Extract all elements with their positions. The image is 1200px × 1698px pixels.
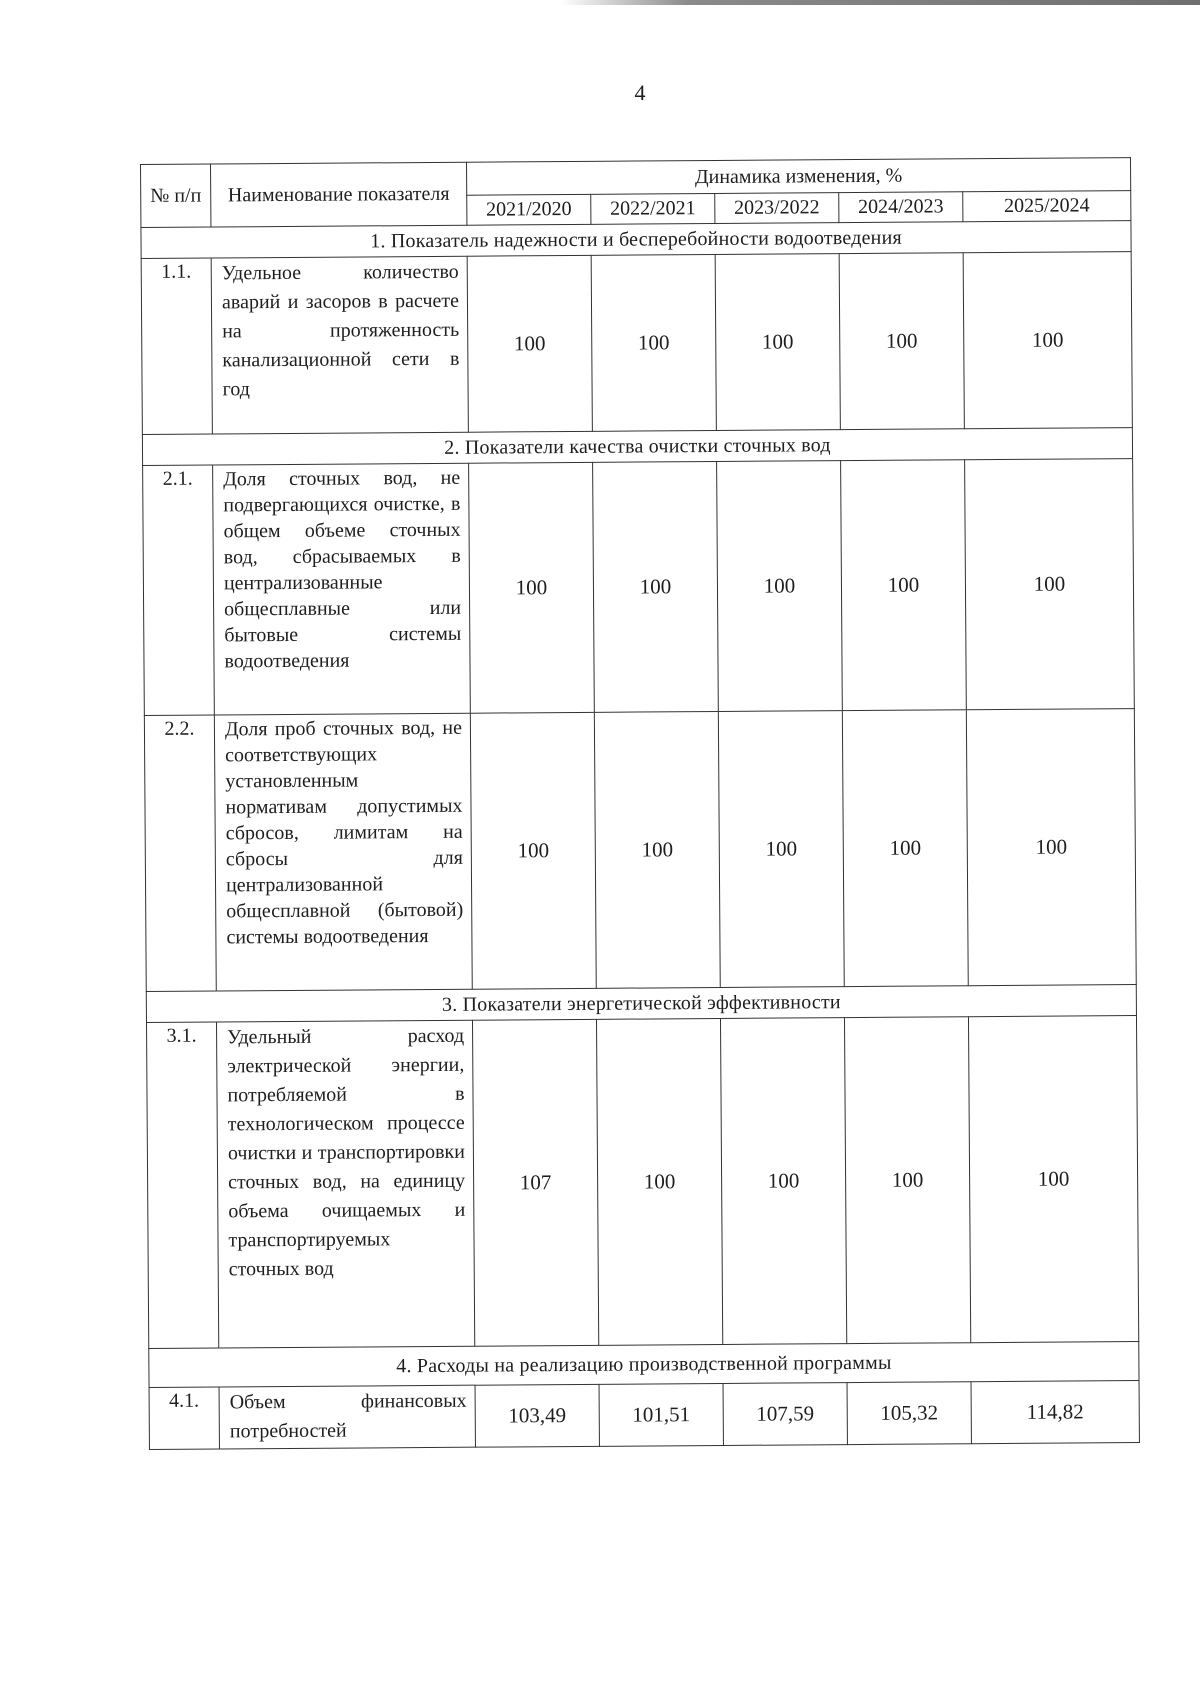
table-row [149, 1381, 1139, 1450]
row-value: 100 [594, 711, 720, 988]
section-title: 4. Расходы на реализацию производственной программы [149, 1342, 1139, 1388]
header-period: 2023/2022 [715, 193, 839, 224]
row-value: 100 [966, 709, 1136, 986]
row-value: 100 [844, 1017, 970, 1344]
row-value: 107,59 [723, 1383, 847, 1446]
row-value: 100 [467, 255, 592, 432]
row-name: Доля сточных вод, не подвергающихся очистке, в общем объеме сточных вод, сбрасываемых в централизованные общесплавные или бытовые системы водоотведения [213, 463, 471, 715]
section-title: 3. Показатели энергетической эффективности [146, 985, 1136, 1023]
row-value: 100 [715, 254, 840, 431]
header-period: 2022/2021 [591, 193, 715, 224]
row-value: 105,32 [847, 1382, 971, 1445]
section-title: 2. Показатели качества очистки сточных вод [142, 428, 1132, 466]
row-value: 100 [469, 462, 595, 713]
header-period: 2025/2024 [963, 191, 1131, 222]
row-value: 103,49 [475, 1384, 599, 1447]
row-value: 114,82 [971, 1381, 1139, 1444]
header-num: № п/п [141, 164, 211, 227]
scan-edge-shadow [560, 0, 1200, 5]
row-value: 100 [718, 711, 844, 988]
row-name: Объем финансовых потребностей [219, 1385, 475, 1449]
row-num: 3.1. [146, 1022, 218, 1348]
section-row [149, 1342, 1139, 1388]
indicators-table [140, 157, 1140, 1450]
table-row [141, 252, 1132, 435]
row-value: 100 [841, 460, 967, 711]
row-name: Удельное количество аварий и засоров в расчете на протяженность канализационной сети в год [211, 256, 468, 434]
row-name: Удельный расход электрической энергии, потребляемой в технологическом процессе очистки и транспортировки сточных вод, на единицу объема очищаемых и транспортируемых сточных вод [216, 1020, 474, 1348]
page-number: 4 [634, 80, 646, 105]
row-value: 100 [596, 1018, 722, 1345]
header-period: 2024/2023 [839, 192, 963, 223]
row-value: 100 [839, 253, 964, 430]
table-row [143, 459, 1135, 716]
table-row [144, 709, 1136, 992]
row-num: 2.1. [143, 465, 215, 715]
header-name: Наименование показателя [211, 162, 467, 227]
row-value: 100 [717, 461, 843, 712]
table-row [146, 1016, 1138, 1349]
row-num: 2.2. [144, 715, 216, 991]
row-value: 100 [965, 459, 1135, 710]
row-value: 101,51 [599, 1383, 723, 1446]
row-name: Доля проб сточных вод, не соответствующих установленным нормативам допустимых сбросов, лимитам на сбросы для централизованной общесплавной (бытовой) системы водоотведения [214, 713, 472, 991]
row-num: 1.1. [141, 258, 212, 434]
row-value: 100 [593, 461, 719, 712]
row-value: 107 [472, 1019, 598, 1346]
row-value: 100 [963, 252, 1132, 429]
header-period: 2021/2020 [467, 194, 591, 225]
row-value: 100 [968, 1016, 1138, 1343]
row-value: 100 [591, 254, 716, 431]
row-value: 100 [842, 710, 968, 987]
row-value: 100 [720, 1018, 846, 1345]
section-title: 1. Показатель надежности и бесперебойности водоотведения [141, 221, 1131, 259]
row-num: 4.1. [149, 1387, 219, 1449]
header-dynamics: Динамика изменения, % [466, 158, 1130, 196]
row-value: 100 [470, 712, 596, 989]
